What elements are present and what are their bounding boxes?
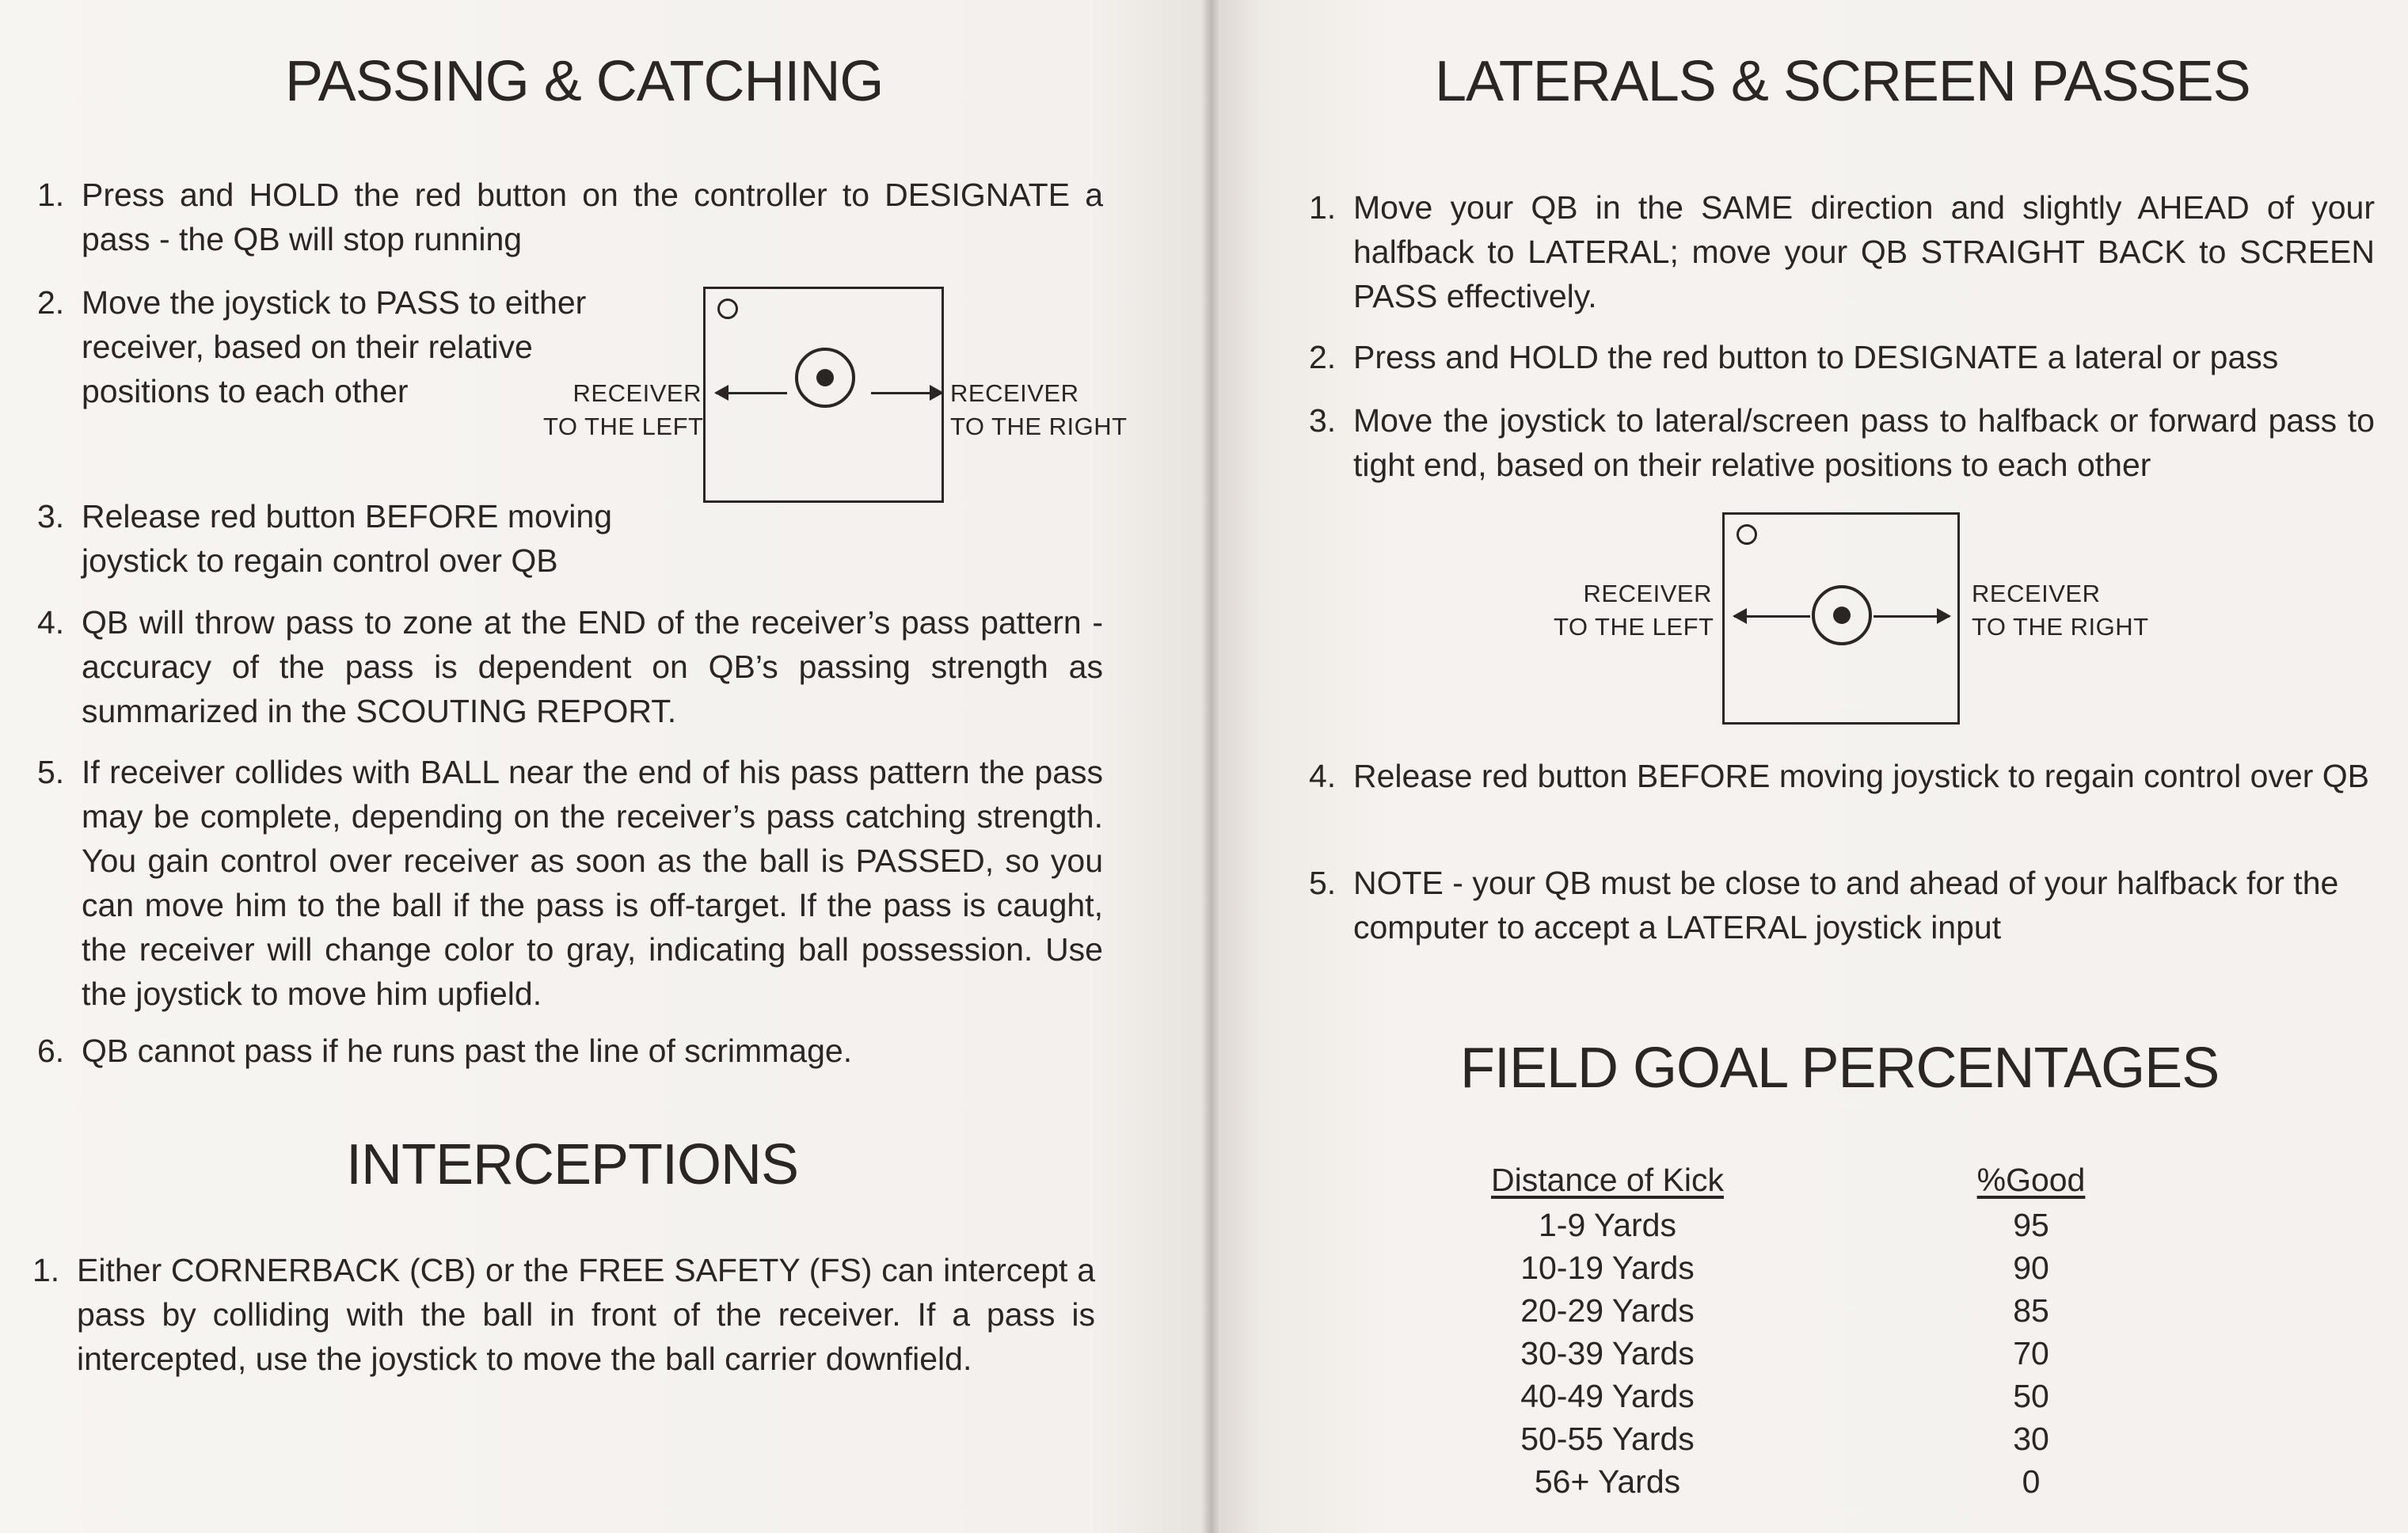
book-gutter (1202, 0, 1221, 1533)
passing-item-6 (37, 1029, 1103, 1073)
receiver-left-label-line2: TO THE LEFT (543, 413, 704, 440)
quarterback-target-icon (795, 348, 855, 408)
interceptions-heading: INTERCEPTIONS (346, 1133, 799, 1196)
receiver-right-label (1972, 577, 2149, 644)
percent-good-cell: 85 (2013, 1291, 2049, 1329)
item-text: Press and HOLD the red button on the controller to DESIGNATE a pass - the QB will stop running (82, 177, 1103, 257)
passing-heading: PASSING & CATCHING (285, 50, 884, 113)
item-number: 1. (32, 1252, 60, 1288)
receiver-left-label-line2: TO THE LEFT (1554, 613, 1714, 641)
item-text: Release red button BEFORE moving joystick to regain control over QB (82, 498, 612, 579)
percent-good-cell: 70 (2013, 1334, 2049, 1371)
item-number: 3. (1309, 402, 1337, 439)
column-header-distance: Distance of Kick (1491, 1161, 1724, 1198)
passing-item-5 (37, 750, 1103, 1016)
field-goal-heading: FIELD GOAL PERCENTAGES (1460, 1037, 2220, 1100)
item-number: 1. (1309, 189, 1337, 226)
arrow-right-icon (1874, 615, 1950, 618)
laterals-item-2 (1309, 335, 2375, 379)
item-number: 5. (37, 754, 65, 790)
receiver-right-label-line2: TO THE RIGHT (1972, 613, 2149, 641)
item-number: 4. (37, 604, 65, 641)
item-number: 5. (1309, 865, 1337, 901)
laterals-item-5 (1309, 861, 2375, 949)
item-text: Press and HOLD the red button to DESIGNATE a lateral or pass (1353, 339, 2279, 375)
item-number: 2. (37, 284, 65, 321)
laterals-item-4 (1309, 754, 2375, 798)
item-text: Either CORNERBACK (CB) or the FREE SAFETY (FS) can intercept a pass by colliding with the ball in front of the receiver. If a pass is intercepted, use the joystick to move the ball carrier downfield. (77, 1252, 1095, 1377)
item-text: If receiver collides with BALL near the end of his pass pattern the pass may be complete, depending on the receiver’s pass catching strength. You gain control over receiver as soon as the ball is PASSED, so you can move him to the ball if the pass is off-target. If the pass is caught, the receiver will change color to gray, indicating ball possession. Use the joystick to move him upfield. (82, 754, 1103, 1012)
receiver-left-label (543, 377, 702, 443)
item-text: Release red button BEFORE moving joystick to regain control over QB (1353, 758, 2369, 794)
item-number: 2. (1309, 339, 1337, 375)
item-number: 6. (37, 1033, 65, 1069)
arrow-left-icon (1734, 615, 1810, 618)
distance-cell: 10-19 Yards (1520, 1249, 1695, 1286)
column-header-good: %Good (1976, 1161, 2086, 1198)
arrow-right-icon (871, 392, 942, 394)
item-text: QB cannot pass if he runs past the line of scrimmage. (82, 1033, 853, 1069)
distance-cell: 20-29 Yards (1520, 1291, 1695, 1329)
receiver-left-label-line1: RECEIVER (1583, 580, 1712, 607)
laterals-item-1 (1309, 185, 2375, 318)
distance-cell: 30-39 Yards (1520, 1334, 1695, 1371)
table-row (1449, 1460, 2162, 1503)
passing-item-3 (37, 494, 652, 583)
percent-good-cell: 50 (2013, 1377, 2049, 1414)
distance-cell: 50-55 Yards (1520, 1420, 1695, 1457)
receiver-right-label-line2: TO THE RIGHT (950, 413, 1128, 440)
field-goal-header-row (1449, 1156, 2162, 1204)
quarterback-target-icon (1812, 585, 1872, 645)
distance-cell: 40-49 Yards (1520, 1377, 1695, 1414)
percent-good-cell: 95 (2013, 1206, 2049, 1243)
table-row (1449, 1332, 2162, 1375)
item-text: NOTE - your QB must be close to and ahead of your halfback for the computer to accept a LATERAL joystick input (1353, 865, 2339, 945)
laterals-diagram (1722, 512, 1960, 725)
distance-cell: 56+ Yards (1534, 1463, 1681, 1500)
receiver-marker-icon (1737, 524, 1757, 545)
table-row (1449, 1375, 2162, 1417)
interceptions-item-1 (32, 1248, 1095, 1381)
laterals-heading: LATERALS & SCREEN PASSES (1435, 50, 2250, 113)
item-number: 3. (37, 498, 65, 534)
item-text: Move the joystick to PASS to either receiver, based on their relative positions to each other (82, 284, 587, 409)
percent-good-cell: 30 (2013, 1420, 2049, 1457)
receiver-left-label-line1: RECEIVER (573, 379, 702, 407)
passing-diagram (703, 287, 944, 503)
percent-good-cell: 90 (2013, 1249, 2049, 1286)
item-number: 1. (37, 177, 65, 213)
passing-item-1 (37, 173, 1103, 261)
receiver-left-label (1554, 577, 1712, 644)
item-text: Move your QB in the SAME direction and slightly AHEAD of your halfback to LATERAL; move your QB STRAIGHT BACK to SCREEN PASS effectively. (1353, 189, 2375, 314)
receiver-marker-icon (717, 299, 738, 319)
table-row (1449, 1204, 2162, 1246)
percent-good-cell: 0 (2022, 1463, 2041, 1500)
table-row (1449, 1289, 2162, 1332)
receiver-right-label-line1: RECEIVER (950, 379, 1079, 407)
laterals-item-3 (1309, 398, 2375, 487)
receiver-right-label-line1: RECEIVER (1972, 580, 2101, 607)
field-goal-table (1449, 1156, 2162, 1503)
table-row (1449, 1417, 2162, 1460)
arrow-left-icon (716, 392, 787, 394)
item-number: 4. (1309, 758, 1337, 794)
item-text: QB will throw pass to zone at the END of the receiver’s pass pattern - accuracy of the pass is dependent on QB’s passing strength as summarized in the SCOUTING REPORT. (82, 604, 1103, 729)
passing-item-4 (37, 600, 1103, 733)
receiver-right-label (950, 377, 1128, 443)
distance-cell: 1-9 Yards (1539, 1206, 1676, 1243)
table-row (1449, 1246, 2162, 1289)
item-text: Move the joystick to lateral/screen pass to halfback or forward pass to tight end, based on their relative positions to each other (1353, 402, 2375, 483)
